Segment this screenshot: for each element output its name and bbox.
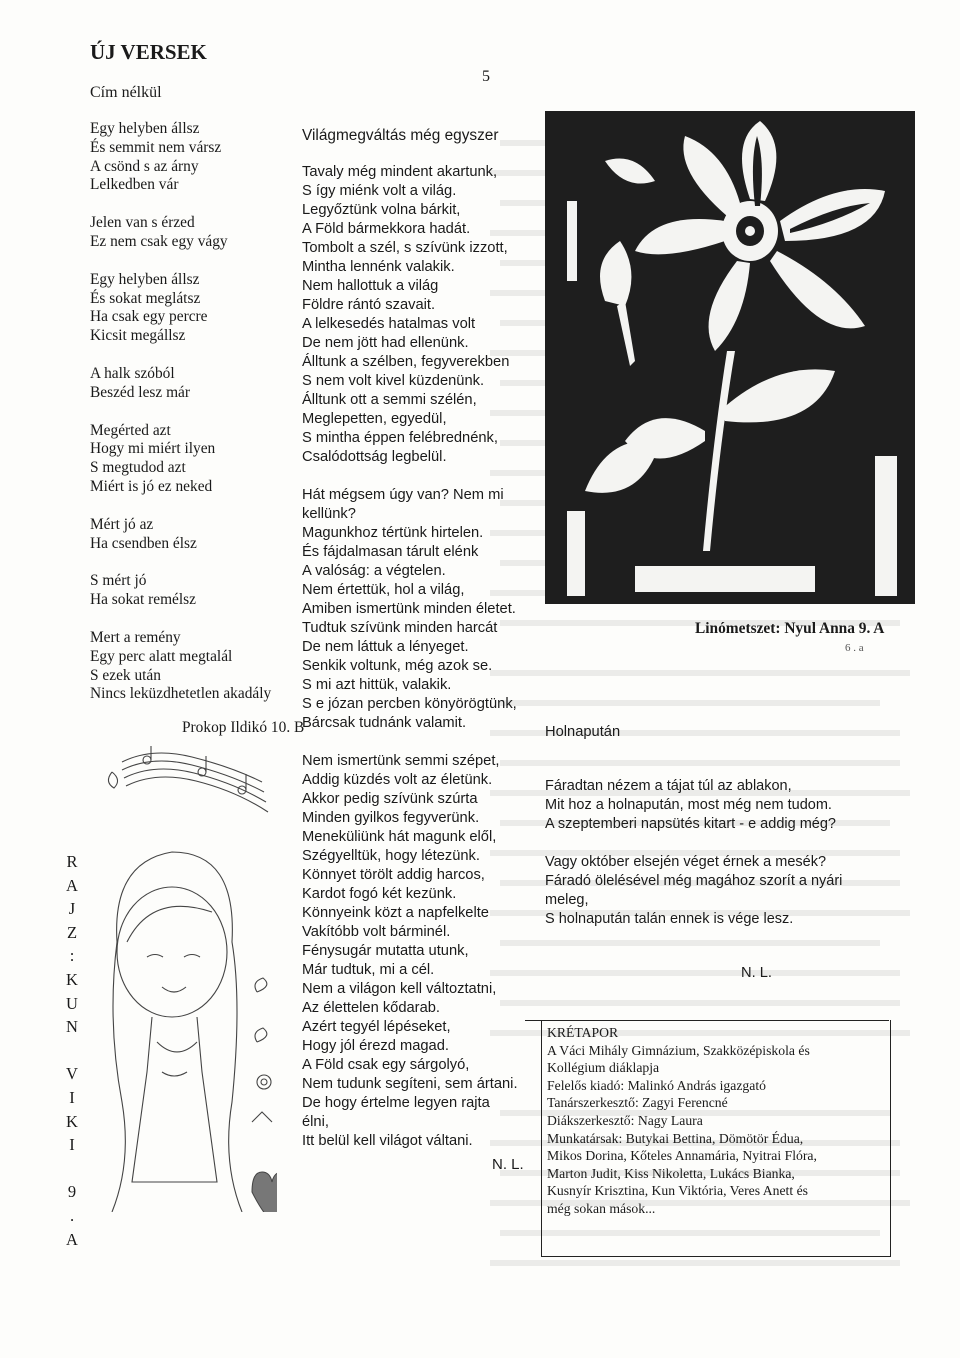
vertical-letter: K [66,1111,78,1131]
poem-line: S mi azt hittük, valakik. [302,677,452,693]
vertical-letter: A [66,1229,78,1249]
poem-line: S e józan percben könyörögtünk, [302,696,517,712]
poem-line: Fáradó ölelésével még magához szorít a nyári [545,873,843,889]
poem-line: Tudtuk szívünk minden harcát [302,620,498,636]
vertical-letter: V [66,1064,78,1084]
stanza [545,853,905,929]
vertical-letter: K [66,969,78,989]
stanza [90,365,290,403]
vertical-letter: . [69,1205,75,1225]
poem3-title: Holnapután [545,724,621,740]
stanza [90,516,290,554]
poem-line: Itt belül kell világot váltani. [302,1133,473,1149]
imprint-line: Munkatársak: Butykai Bettina, Dömötör Édua, [547,1130,804,1146]
vertical-letter: R [66,852,78,871]
stanza [90,271,290,346]
poem-line: Addig küzdés volt az életünk. [302,772,493,788]
poem-line: A lelkesedés hatalmas volt [302,316,476,332]
linocut-flower-artwork [545,111,915,604]
poem1-body [90,120,290,723]
poem-line: Nem hallottuk a világ [302,278,439,294]
poem-line: S nem volt kivel küzdenünk. [302,373,485,389]
imprint-line: Felelős kiadó: Malinkó András igazgató [547,1077,766,1093]
vertical-credit-label [62,850,82,1251]
poem-line: Szégyelltük, hogy létezünk. [302,848,480,864]
artwork-caption: Linómetszet: Nyul Anna 9. A [695,620,885,637]
poem-line: Miért is jó ez neked [90,477,213,495]
vertical-letter: I [69,1087,75,1107]
stanza [302,486,552,733]
poem-line: Beszéd lesz már [90,383,190,401]
imprint-line: Mikos Dorina, Kőteles Annamária, Nyitrai Flóra, [547,1148,817,1164]
poem-line: Mért jó az [90,515,154,533]
poem-line: meleg, [545,892,589,908]
section-title: ÚJ VERSEK [90,40,207,64]
poem-line: S ezek után [90,666,161,684]
poem-line: Ez nem csak egy vágy [90,232,228,250]
poem-line: Fénysugár mutatta utunk, [302,943,469,959]
vertical-letter: A [66,875,78,895]
poem-line: A Föld bármekkora hadát. [302,221,471,237]
poem2-title: Világmegváltás még egyszer [302,127,499,144]
stanza [90,629,290,704]
poem-line: Csalódottság legbelül. [302,449,447,465]
poem-line: Tombolt a szél, s szívünk izzott, [302,240,508,256]
vertical-letter: I [69,1135,75,1155]
poem-line: Kardot fogó két kezünk. [302,886,457,902]
imprint-lines [547,1024,887,1218]
poem-line: A halk szóból [90,364,175,382]
poem-line: Senkik voltunk, még azok se. [302,658,493,674]
poem-line: S megtudod azt [90,459,186,477]
imprint-line: Diákszerkesztő: Nagy Laura [547,1112,703,1128]
poem-line: A szeptemberi napsütés kitart - e addig még? [545,816,836,832]
poem1-title: Cím nélkül [90,84,162,101]
imprint-box [541,1020,891,1257]
imprint-line: Marton Judit, Kiss Nikoletta, Lukács Bianka, [547,1165,795,1181]
imprint-line: Kusnyír Krisztina, Kun Viktória, Veres Anett és [547,1183,808,1199]
imprint-line: Tanárszerkesztő: Zagyi Ferencné [547,1095,728,1111]
stanza [302,752,552,1151]
stanza [90,572,290,610]
poem-line: Kicsit megállsz [90,327,186,345]
poem-line: És sokat meglátsz [90,289,201,307]
poem-line: S holnapután talán ennek is vége lesz. [545,911,794,927]
poem-line: kellünk? [302,506,356,522]
poem-line: Könnyeink közt a napfelkelte [302,905,489,921]
poem-line: De nem jött had ellenünk. [302,335,469,351]
poem-line: élni, [302,1114,329,1130]
poem-line: Legyőztünk volna bárkit, [302,202,461,218]
poem-line: A valóság: a végtelen. [302,563,446,579]
vertical-letter: 9 [67,1182,77,1202]
poem-line: Egy helyben állsz [90,270,200,288]
poem-line: És semmit nem vársz [90,138,222,156]
poem3-body [545,777,905,948]
poem-line: S mért jó [90,572,147,590]
poem-line: Meglepetten, egyedül, [302,411,447,427]
poem-line: Magunkhoz tértünk hirtelen. [302,525,484,541]
vertical-letter: Z [66,922,78,942]
poem-line: Minden gyilkos fegyverünk. [302,810,480,826]
vertical-letter: : [69,946,75,966]
poem-line: Nem értettük, hol a világ, [302,582,465,598]
poem-line: Vagy október elsején véget érnek a mesék? [545,854,827,870]
poem-line: Vakítóbb volt bárminél. [302,924,451,940]
poem-line: Ha sokat remélsz [90,591,196,609]
poem-line: S mintha éppen felébrednénk, [302,430,498,446]
poem-line: Jelen van s érzed [90,214,195,232]
poem-line: Nem ismertünk semmi szépet, [302,753,500,769]
poem-line: Mit hoz a holnapután, most még nem tudom. [545,797,832,813]
poem-line: És fájdalmasan tárult elénk [302,544,479,560]
poem-line: Tavaly még mindent akartunk, [302,164,498,180]
girl-sketch-illustration [92,742,277,1212]
poem2-body [302,163,552,1170]
poem-line: Lelkedben vár [90,176,179,194]
stanza [545,777,905,834]
vertical-letter: N [66,1017,78,1037]
poem-line: Nem a világon kell változtatni, [302,981,497,997]
poem-line: Már tudtuk, mi a cél. [302,962,435,978]
poem-line: Hogy mi miért ilyen [90,440,216,458]
poem-line: Álltunk a szélben, fegyverekben [302,354,510,370]
poem-line: S így miénk volt a világ. [302,183,457,199]
poem-line: A csönd s az árny [90,157,199,175]
stanza [90,422,290,497]
poem2-signature: N. L. [492,1156,524,1173]
stanza [90,214,290,252]
stanza [302,163,552,467]
imprint-line: A Váci Mihály Gimnázium, Szakközépiskola és [547,1042,810,1058]
poem-line: De nem láttuk a lényeget. [302,639,469,655]
poem-line: Bárcsak tudnánk valamit. [302,715,467,731]
poem-line: Mintha lennénk valakik. [302,259,455,275]
poem-line: Nincs leküzdhetetlen akadály [90,685,272,703]
imprint-line: még sokan mások... [547,1200,656,1216]
poem3-signature: N. L. [741,965,773,981]
poem-line: Egy perc alatt megtalál [90,647,233,665]
poem-line: Megérted azt [90,421,171,439]
stanza [90,120,290,195]
vertical-letter: U [66,993,78,1013]
poem-line: Hát mégsem úgy van? Nem mi [302,487,504,503]
vertical-letter [62,1157,82,1181]
poem-line: Ha csendben élsz [90,534,197,552]
vertical-letter [62,1039,82,1063]
poem-line: Akkor pedig szívünk szúrta [302,791,478,807]
poem-line: Könnyet törölt addig harcos, [302,867,485,883]
poem-line: Hogy jól érezd magad. [302,1038,449,1054]
poem-line: Földre rántó szavait. [302,297,436,313]
vertical-letter: J [68,899,76,919]
poem-line: A Föld csak egy sárgolyó, [302,1057,470,1073]
poem-line: Az élettelen kődarab. [302,1000,440,1016]
poem-line: Nem tudunk segíteni, sem ártani. [302,1076,518,1092]
poem-line: Fáradtan nézem a tájat túl az ablakon, [545,778,792,794]
poem-line: Mert a remény [90,628,181,646]
poem-line: Egy helyben állsz [90,120,200,137]
imprint-line: Kollégium diáklapja [547,1060,660,1076]
poem-line: Amiben ismertünk minden életet. [302,601,516,617]
poem-line: Meneküliünk hát magunk elől, [302,829,497,845]
poem-line: De hogy értelme legyen rajta [302,1095,490,1111]
poem1-author: Prokop Ildikó 10. B [182,719,305,736]
poem-line: Álltunk ott a semmi szélén, [302,392,477,408]
imprint-title: KRÉTAPOR [547,1025,619,1040]
poem-line: Azért tegyél lépéseket, [302,1019,451,1035]
artwork-caption-extra: 6 . a [845,642,864,654]
poem-line: Ha csak egy percre [90,308,208,326]
page-number: 5 [482,68,490,85]
